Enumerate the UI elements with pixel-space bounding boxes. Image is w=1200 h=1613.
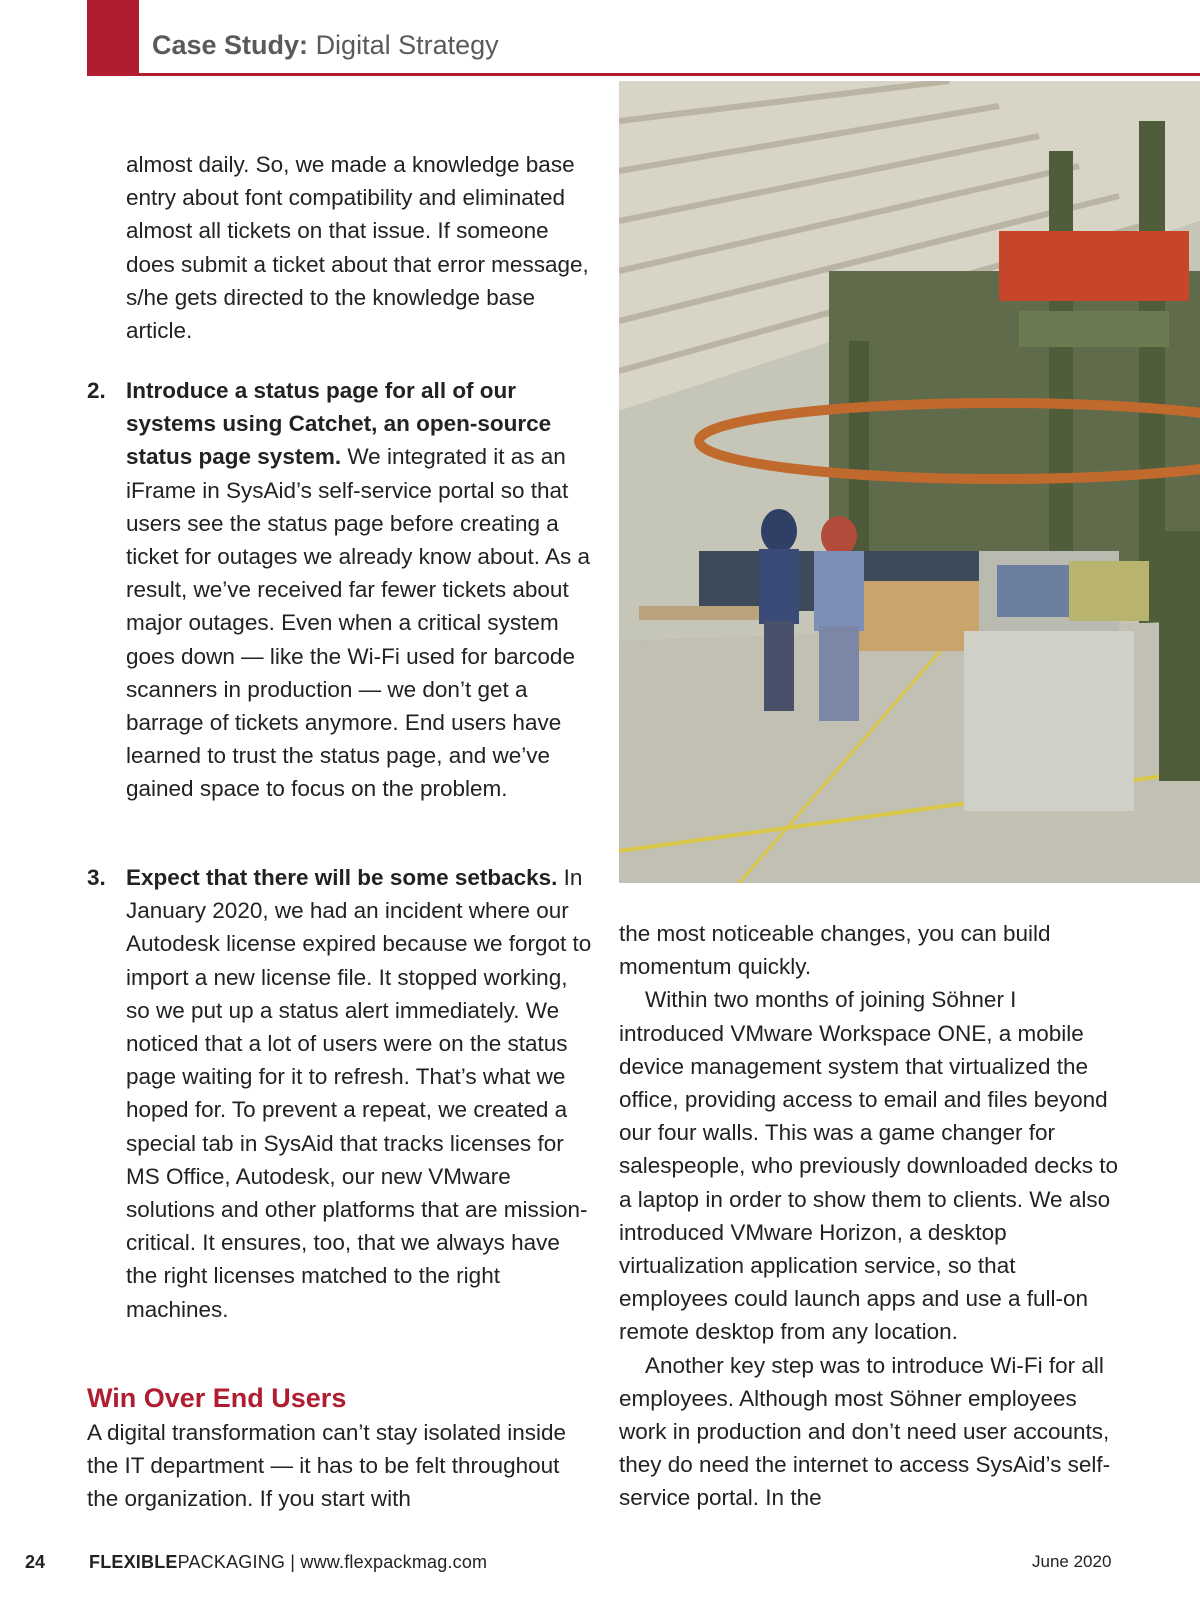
magazine-name-rest: PACKAGING — [177, 1552, 286, 1572]
list-item-text: In January 2020, we had an incident where our Autodesk license expired because we forgot to import a new license file. It stopped working, so we put up a status alert immediately. We noticed that a lot of users were on the status page waiting for it to refresh. That’s what we hoped for. To prevent a repeat, we created a special tab in SysAid that tracks licenses for MS Office, Autodesk, our new VMware solutions and other platforms that are mission-critical. It ensures, too, that we always have the right licenses matched to the right machines. — [126, 865, 592, 1322]
issue-date: June 2020 — [1032, 1552, 1112, 1571]
list-item-3 — [87, 861, 597, 1326]
section-header — [152, 30, 499, 61]
list-item-lead: Expect that there will be some setbacks. — [126, 865, 558, 890]
page-number: 24 — [25, 1552, 46, 1572]
list-item-lead: Introduce a status page for all of our systems using Catchet, an open-source status page system. — [126, 378, 552, 470]
section-heading: Win Over End Users — [87, 1383, 347, 1413]
section-paragraph: A digital transformation can’t stay isolated inside the IT department — it has to be felt throughout the organization. If you start with — [87, 1420, 567, 1512]
right-paragraph: the most noticeable changes, you can build momentum quickly. — [619, 921, 1051, 980]
right-paragraph: Within two months of joining Söhner I introduced VMware Workspace ONE, a mobile device management system that virtualized the office, providing access to email and files beyond our four walls. This was a game changer for salespeople, who previously downloaded decks to a laptop in order to show them to clients. We also introduced VMware Horizon, a desktop virtualization application service, so that employees could launch apps and use a full-on remote desktop from any location. — [619, 987, 1119, 1345]
footer-separator: | — [285, 1552, 301, 1572]
header-accent-block — [87, 0, 139, 76]
magazine-name-bold: FLEXIBLE — [89, 1552, 178, 1572]
section-header-label: Case Study: — [152, 30, 309, 60]
list-number: 3. — [87, 865, 106, 890]
right-paragraph: Another key step was to introduce Wi-Fi for all employees. Although most Söhner employees work in production and don’t need user accounts, they do need the internet to access SysAid’s self-service portal. In the — [619, 1352, 1111, 1511]
list-item-text: We integrated it as an iFrame in SysAid’s self-service portal so that users see the status page before creating a ticket for outages we already know about. As a result, we’ve received far fewer tickets about major outages. Even when a critical system goes down — like the Wi-Fi used for barcode scanners in production — we don’t get a barrage of tickets anymore. End users have learned to trust the status page, and we’ve gained space to focus on the problem. — [126, 444, 591, 802]
right-column — [619, 917, 1119, 1515]
header-rule — [87, 73, 1200, 76]
continued-paragraph: almost daily. So, we made a knowledge base entry about font compatibility and eliminated almost all tickets on that issue. If someone does submit a ticket about that error message, s/he gets directed to the knowledge base article. — [126, 152, 589, 344]
list-item-2 — [87, 374, 597, 806]
footer-publication — [89, 1552, 487, 1573]
photo-illustration — [619, 81, 1200, 883]
list-number: 2. — [87, 378, 106, 403]
factory-floor-photo — [619, 81, 1200, 883]
section-header-topic: Digital Strategy — [315, 30, 499, 60]
footer-url-link[interactable]: www.flexpackmag.com — [300, 1552, 488, 1572]
